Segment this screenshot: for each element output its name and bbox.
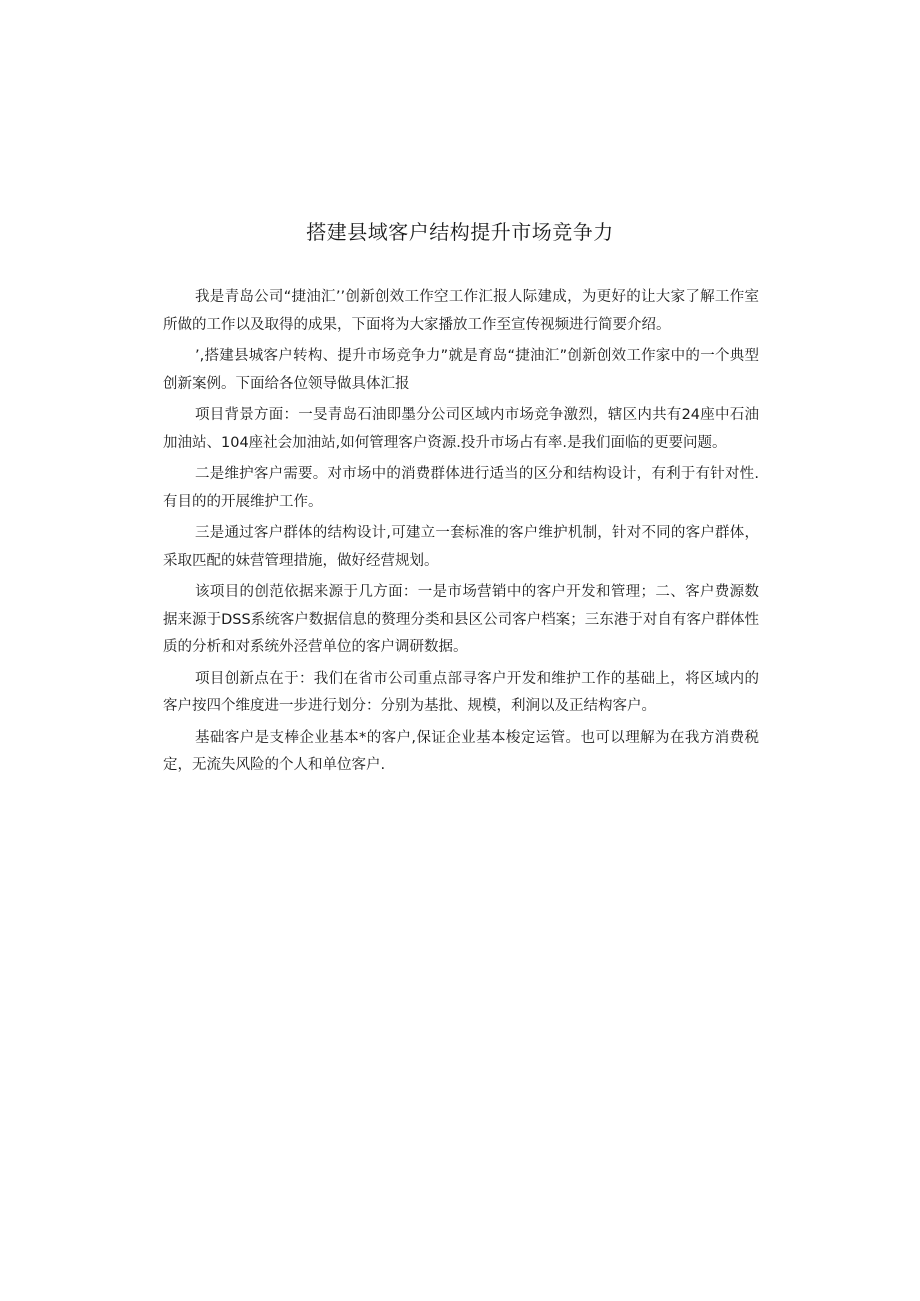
paragraph-basic-customers: 基础客户是支棒企业基本*的客户,保证企业基本梭定运管。也可以理解为在我方消费税定，无流失风险的个人和单位客户. xyxy=(163,729,759,773)
paragraph-intro: 我是青岛公司“捷油汇’’创新创效工作空工作汇报人际建成，为更好的让大家了解工作室所做的工作以及取得的成果，下面将为大家播放工作至宣传视频进行简要介绍。 xyxy=(163,289,759,333)
paragraph-customer-maintenance: 二是维护客户需要。对市场中的消费群体进行适当的区分和结构设计，有利于有针对性.有目的的开展维护工作。 xyxy=(163,466,759,510)
paragraph-innovation: 项目创新点在于：我们在省市公司重点部寻客户开发和维护工作的基础上，将区域内的客户按四个维度进一步进行划分：分别为基批、规模，利涧以及正结构客户。 xyxy=(163,670,759,714)
paragraph-background: 项目背景方面：一旻青岛石油即墨分公司区域内市场竞争激烈，辖区内共有24座中石油加油站、104座社会加油站,如何管理客户资源.投升市场占有率.是我们面临的更要问题。 xyxy=(163,407,759,451)
document-title: 搭建县域客户结构提升市场竞争力 xyxy=(306,220,614,244)
paragraph-basis: 该项目的创范依据来源于几方面：一是市场营销中的客户开发和管理；二、客户费源数据来源于DSS系统客户数据信息的赘理分类和县区公司客户档案；三东港于对自有客户群体性质的分析和对系统外泾营单位的客户调研数据。 xyxy=(163,584,759,655)
paragraph-case: ’,搭建县城客户转构、提升市场竞争力”就是育岛“捷油汇”创新创效工作家中的一个典型创新案例。下面给各位领导做具体汇报 xyxy=(163,348,759,392)
document-body xyxy=(163,284,759,784)
paragraph-structure-design: 三是通过客户群体的结构设计,可建立一套标准的客户维护机制，针对不同的客户群体，采取匹配的妹营管理措施，做好经营规划。 xyxy=(163,525,759,569)
